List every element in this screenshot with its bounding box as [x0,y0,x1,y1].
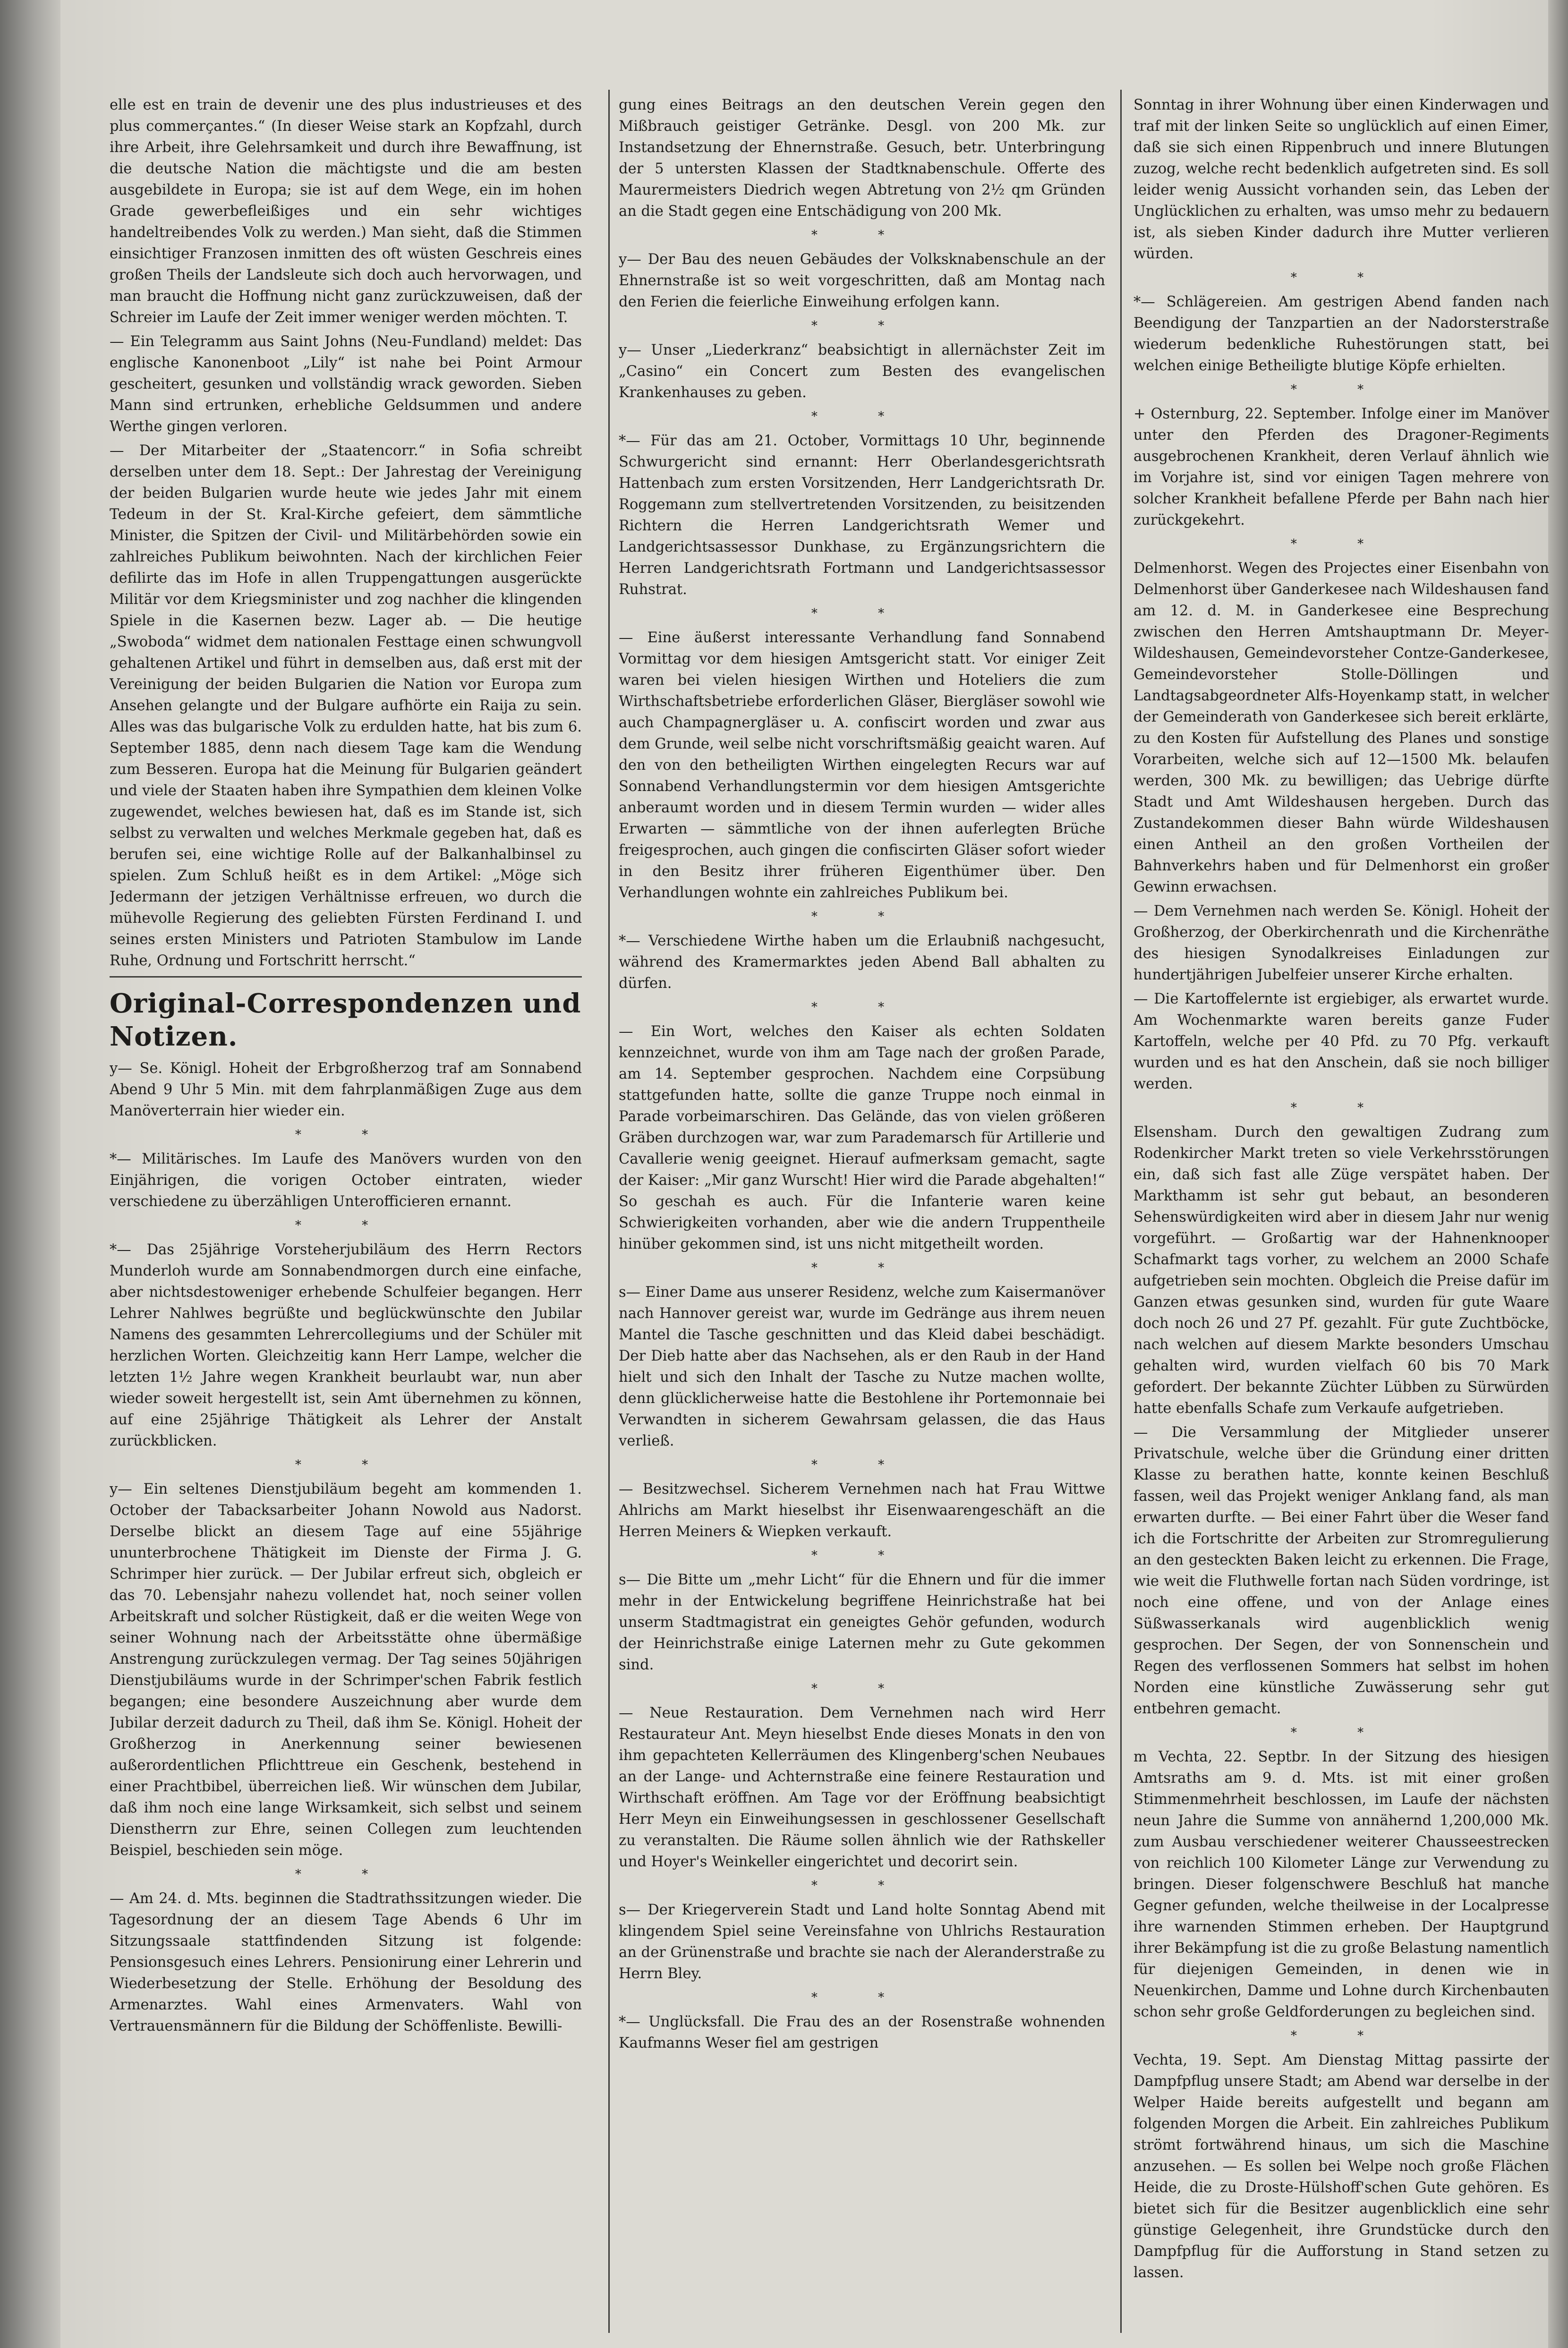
column-rule [1120,90,1122,2333]
paragraph: Sonntag in ihrer Wohnung über einen Kinderwagen und traf mit der linken Seite so unglücklich auf einen Eimer, daß sie sich einen Rippenbruch und innere Blutungen zuzog, welche recht bedenklich aufgetreten sind. Es soll leider wenig Aussicht vorhanden sein, das Leben der Unglücklichen zu erhalten, was umso mehr zu bedauern ist, als sieben Kinder dadurch ihre Mutter verlieren würden. [1133,97,1549,262]
separator-stars: * * [811,228,913,242]
column-3 [1133,94,1549,2328]
separator-stars: * * [1290,271,1392,285]
separator-stars: * * [1290,1726,1392,1740]
paragraph: — Die Versammlung der Mitglieder unserer Privatschule, welche über die Gründung einer dritten Klasse zu berathen hatte, konnte keinen Beschluß fassen, weil das Projekt weniger Anklang fand, als man erwarten durfte. — Bei einer Fahrt über die Weser fand ich die Fortschritte der Arbeiten zur Stromregulierung an den gesteckten Baken leicht zu erkennen. Die Frage, wie weit die Fluthwelle fortan nach Süden vordringe, ist noch eine offene, und von der Anlage eines Süßwasserkanals wird augenblicklich wenig gesprochen. Der Segen, der von Sonnenschein und Regen des verflossenen Sommers hat selbst im hohen Norden eine künstliche Zuwässerung sehr gut entbehren gemacht. [1133,1424,1549,1717]
paragraph: y— Unser „Liederkranz“ beabsichtigt in allernächster Zeit im „Casino“ ein Concert zum Besten des evangelischen Krankenhauses zu geben. [619,342,1105,401]
paragraph: y— Se. Königl. Hoheit der Erbgroßherzog traf am Sonnabend Abend 9 Uhr 5 Min. mit dem fahrplanmäßigen Zuge aus dem Manöverterrain hier wieder ein. [110,1060,582,1119]
paragraph: — Der Mitarbeiter der „Staatencorr.“ in Sofia schreibt derselben unter dem 18. Sept.: Der Jahrestag der Vereinigung der beiden Bulgarien wurde heute wie jedes Jahr mit einem Tedeum in der St. Kral-Kirche gefeiert, dem sämmtliche Minister, die Spitzen der Civil- und Militärbehörden sowie ein zahlreiches Publikum beiwohnten. Nach der kirchlichen Feier defilirte das im Hofe in allen Truppengattungen ausgerückte Militär vor dem Kriegsminister und zog nachher die klingenden Spiele in die Kasernen bezw. Lager ab. — Die heutige „Swoboda“ widmet dem nationalen Festtage einen schwungvoll gehaltenen Artikel und führt in demselben aus, daß erst mit der Vereinigung der beiden Bulgarien die Nation vor Europa zum Ansehen gelangte und der Bulgare aufhörte ein Raija zu sein. Alles was das bulgarische Volk zu erdulden hatte, hat bis zum 6. September 1885, denn nach diesem Tage kam die Wendung zum Besseren. Europa hat die Meinung für Bulgarien geändert und viele der Staaten haben ihre Sympathien dem kleinen Volke zugewendet, welches bewiesen hat, daß es im Stande ist, sich selbst zu verwalten und welches Merkmale gegeben hat, daß es berufen sei, eine wichtige Rolle auf der Balkanhalbinsel zu spielen. Zum Schluß heißt es in dem Artikel: „Möge sich Jedermann der jetzigen Verhältnisse erfreuen, wo durch die mühevolle Regierung des geliebten Fürsten Ferdinand I. und seines ersten Ministers und Patrioten Stambulow im Lande Ruhe, Ordnung und Fortschritt herrscht.“ [110,442,582,969]
column-2 [619,94,1105,2328]
separator-stars: * * [811,606,913,621]
paragraph: elle est en train de devenir une des plus industrieuses et des plus commerçantes.“ (In dieser Weise stark an Kopfzahl, durch ihre Arbeit, ihre Gelehrsamkeit und durch ihre Bewaffnung, ist die deutsche Nation die mächtigste und die am besten ausgebildete in Europa; sie ist auf dem Wege, ein im hohen Grade gewerbefleißiges und ein sehr wichtiges handeltreibendes Volk zu werden.) Man sieht, daß die Stimmen einsichtiger Franzosen inmitten des oft wüsten Geschreis eines großen Theils der Landsleute sich doch auch hervorwagen, und man braucht die Hoffnung nicht ganz zurückzuweisen, daß der Schreier im Laufe der Zeit immer weniger werden möchten. T. [110,97,582,326]
paragraph: — Besitzwechsel. Sicherem Vernehmen nach hat Frau Wittwe Ahlrichs am Markt hieselbst ihr Eisenwaarengeschäft an die Herren Meiners & Wiepken verkauft. [619,1481,1105,1540]
section-heading: Original-Correspondenzen und Notizen. [110,988,581,1052]
separator-stars: * * [295,1458,397,1472]
separator-stars: * * [811,319,913,333]
paragraph: *— Verschiedene Wirthe haben um die Erlaubniß nachgesucht, während des Kramermarktes jeden Abend Ball abhalten zu dürfen. [619,933,1105,992]
paragraph: m Vechta, 22. Septbr. In der Sitzung des hiesigen Amtsraths am 9. d. Mts. ist mit einer großen Stimmenmehrheit beschlossen, im Laufe der nächsten neun Jahre die Summe von annähernd 1,200,000 Mk. zum Ausbau verschiedener weiterer Chausseestrecken von reichlich 100 Kilometer Länge zur Verwendung zu bringen. Dieser folgenschwere Beschluß hat manche Gegner gefunden, welche theilweise in der Localpresse ihre warnenden Stimmen erheben. Der Hauptgrund ihrer Bekämpfung ist die zu große Belastung namentlich für diejenigen Gemeinden, in denen wie in Neuenkirchen, Damme und Lohne durch Kirchenbauten schon sehr große Geldforderungen zu begleichen sind. [1133,1749,1549,2020]
separator-stars: * * [295,1218,397,1233]
separator-stars: * * [295,1867,397,1881]
paragraph: *— Das 25jährige Vorsteherjubiläum des Herrn Rectors Munderloh wurde am Sonnabendmorgen durch eine einfache, aber nichtsdestoweniger erhebende Schulfeier begangen. Herr Lehrer Nahlwes begrüßte und beglückwünschte den Jubilar Namens des gesammten Lehrercollegiums und der Schüler mit herzlichen Worten. Gleichzeitig kann Herr Lampe, welcher die letzten 1½ Jahre wegen Krankheit beurlaubt war, nun aber wieder soweit hergestellt ist, sein Amt übernehmen zu können, auf eine 25jährige Thätigkeit als Lehrer der Anstalt zurückblicken. [110,1242,582,1449]
paragraph: + Osternburg, 22. September. Infolge einer im Manöver unter den Pferden des Dragoner-Regiments ausgebrochenen Krankheit, deren Verlauf ähnlich wie im Vorjahre ist, sind vor einigen Tagen mehrere von solcher Krankheit befallene Pferde per Bahn nach hier zurückgekehrt. [1133,406,1549,528]
paragraph: *— Schlägereien. Am gestrigen Abend fanden nach Beendigung der Tanzpartien an der Nadorsterstraße wiederum bedenkliche Ruhestörungen statt, bei welchen einige Betheiligte blutige Köpfe erhielten. [1133,294,1549,374]
paragraph: *— Für das am 21. October, Vormittags 10 Uhr, beginnende Schwurgericht sind ernannt: Herr Oberlandesgerichtsrath Hattenbach zum ersten Vorsitzenden, Herr Landgerichtsrath Dr. Roggemann zum stellvertretenden Vorsitzenden, zu beisitzenden Richtern die Herren Landgerichtsrath Wemer und Landgerichtsassessor Dunkhase, zu Ergänzungsrichtern die Herren Landgerichtsrath Fortmann und Landgerichtsassessor Ruhstrat. [619,433,1105,598]
page-edge [1548,0,1568,2348]
paragraph: s— Die Bitte um „mehr Licht“ für die Ehnern und für die immer mehr in der Entwickelung begriffene Heinrichstraße hat bei unserm Stadtmagistrat ein geneigtes Gehör gefunden, wodurch der Heinrichstraße einige Laternen mehr zu Gute gekommen sind. [619,1572,1105,1673]
separator-stars: * * [811,1261,913,1275]
book-binding [0,0,60,2348]
paragraph: Delmenhorst. Wegen des Projectes einer Eisenbahn von Delmenhorst über Ganderkesee nach Wildeshausen fand am 12. d. M. in Ganderkesee eine Besprechung zwischen den Herren Amtshauptmann Dr. Meyer-Wildeshausen, Gemeindevorsteher Contze-Ganderkesee, Gemeindevorsteher Stolle-Döllingen und Landtagsabgeordneter Alfs-Hoyenkamp statt, in welcher der Gemeinderath von Ganderkesee sich bereit erklärte, zu den Kosten für Aufstellung des Planes und sonstige Vorarbeiten, welche sich auf 12—1500 Mk. belaufen werden, 300 Mk. zu bewilligen; das Uebrige dürfte Stadt und Amt Wildeshausen hergeben. Durch das Zustandekommen dieser Bahn würde Wildeshausen einen Antheil an den großen Vortheilen der Bahnverkehrs haben und für Delmenhorst ein großer Gewinn erwachsen. [1133,560,1549,895]
paragraph: *— Unglücksfall. Die Frau des an der Rosenstraße wohnenden Kaufmanns Weser fiel am gestrigen [619,2014,1105,2051]
paragraph: — Ein Telegramm aus Saint Johns (Neu-Fundland) meldet: Das englische Kanonenboot „Lily“ ist nahe bei Point Armour gescheitert, gesunken und vollständig wrack geworden. Sieben Mann sind ertrunken, erhebliche Geldsummen und andere Werthe gingen verloren. [110,333,582,435]
separator-stars: * * [811,1991,913,2005]
paragraph: — Am 24. d. Mts. beginnen die Stadtrathssitzungen wieder. Die Tagesordnung der an diesem Tage Abends 6 Uhr im Sitzungssaale stattfindenden Sitzung ist folgende: Pensionsgesuch eines Lehrers. Pensionirung einer Lehrerin und Wiederbesetzung der Stelle. Erhöhung der Besoldung des Armenarztes. Wahl eines Armenvaters. Wahl von Vertrauensmännern für die Bildung der Schöffenliste. Bewilli- [110,1890,582,2034]
paragraph: gung eines Beitrags an den deutschen Verein gegen den Mißbrauch geistiger Getränke. Desgl. von 200 Mk. zur Instandsetzung der Ehnernstraße. Gesuch, betr. Unterbringung der 5 untersten Klassen der Stadtknabenschule. Offerte des Maurermeisters Diedrich wegen Abtretung von 2½ qm Gründen an die Stadt gegen eine Entschädigung von 200 Mk. [619,97,1105,220]
separator-stars: * * [811,1879,913,1893]
separator-stars: * * [811,1682,913,1696]
paragraph: — Die Kartoffelernte ist ergiebiger, als erwartet wurde. Am Wochenmarkte waren bereits ganze Fuder Kartoffeln, welche per 40 Pfd. zu 70 Pfg. verkauft wurden und es hat den Anschein, daß sie noch billiger werden. [1133,991,1549,1092]
column-1 [110,94,582,2328]
separator-stars: * * [295,1128,397,1142]
paragraph: s— Einer Dame aus unserer Residenz, welche zum Kaisermanöver nach Hannover gereist war, wurde im Gedränge aus ihrem neuen Mantel die Tasche geschnitten und das Kleid dabei beschädigt. Der Dieb hatte aber das Nachsehen, als er den Raub in der Hand hielt und sich den Inhalt der Tasche zu Nutze machen wollte, denn glücklicherweise hatte die Bestohlene ihr Portemonnaie bei Verwandten in sicherem Gewahrsam gelassen, die das Haus verließ. [619,1284,1105,1449]
paragraph: s— Der Kriegerverein Stadt und Land holte Sonntag Abend mit klingendem Spiel seine Vereinsfahne von Uhlrichs Restauration an der Grünenstraße und brachte sie nach der Aleranderstraße zu Herrn Bley. [619,1902,1105,1982]
paragraph: Vechta, 19. Sept. Am Dienstag Mittag passirte der Dampfpflug unsere Stadt; am Abend war derselbe in der Welper Haide bereits aufgestellt und begann am folgenden Morgen die Arbeit. Ein zahlreiches Publikum strömt fortwährend hinaus, um sich die Maschine anzusehen. — Es sollen bei Welpe noch große Flächen Heide, die zu Droste-Hülshoff'schen Gute gehören. Es bietet sich für die Besitzer augenblicklich eine sehr günstige Gelegenheit, ihre Grundstücke durch den Dampfpflug für die Aufforstung in Stand setzen zu lassen. [1133,2052,1549,2281]
paragraph: y— Ein seltenes Dienstjubiläum begeht am kommenden 1. October der Tabacksarbeiter Johann Nowold aus Nadorst. Derselbe blickt an diesem Tage auf eine 55jährige ununterbrochene Thätigkeit im Dienste der Firma J. G. Schrimper hier zurück. — Der Jubilar erfreut sich, obgleich er das 70. Lebensjahr nahezu vollendet hat, noch seiner vollen Arbeitskraft und solcher Rüstigkeit, daß er die weiten Wege von seiner Wohnung nach der Arbeitsstätte ohne übermäßige Anstrengung zurückzulegen vermag. Der Tag seines 50jährigen Dienstjubiläums wurde in der Schrimper'schen Fabrik festlich begangen; eine besondere Auszeichnung aber wurde dem Jubilar derzeit dadurch zu Theil, daß ihm Se. Königl. Hoheit der Großherzog in Anerkennung seiner bewiesenen außerordentlichen Pflichttreue ein Geschenk, bestehend in einer Prachtbibel, überreichen ließ. Wir wünschen dem Jubilar, daß ihm noch eine lange Wirksamkeit, sich selbst und seinem Dienstherrn zur Ehre, seinen Collegen zum leuchtenden Beispiel, beschieden sein möge. [110,1481,582,1859]
paragraph: *— Militärisches. Im Laufe des Manövers wurden von den Einjährigen, die vorigen October eintraten, wieder verschiedene zu überzähligen Unterofficieren ernannt. [110,1151,582,1210]
separator-stars: * * [1290,1101,1392,1115]
column-rule [608,90,610,2333]
separator-stars: * * [811,1458,913,1472]
paragraph: — Dem Vernehmen nach werden Se. Königl. Hoheit der Großherzog, der Oberkirchenrath und die Kirchenräthe des hiesigen Synodalkreises Einladungen zur hundertjährigen Jubelfeier unserer Kirche erhalten. [1133,903,1549,983]
separator-stars: * * [1290,537,1392,551]
section-divider [110,976,582,978]
separator-stars: * * [811,409,913,424]
paragraph: — Eine äußerst interessante Verhandlung fand Sonnabend Vormittag vor dem hiesigen Amtsgericht statt. Vor einiger Zeit waren bei vielen hiesigen Wirthen und Hoteliers die zum Wirthschaftsbetriebe erforderlichen Gläser, Biergläser sowohl wie auch Champagnergläser u. A. confiscirt worden und zwar aus dem Grunde, weil selbe nicht vorschriftsmäßig geaicht waren. Auf den von den betheiligten Wirthen eingelegten Recurs war auf Sonnabend Verhandlungstermin vor dem hiesigen Amtsgerichte anberaumt worden und in diesem Termin wurden — wider alles Erwarten — sämmtliche von der ihnen auferlegten Brüche freigesprochen, auch gingen die confiscirten Gläser sofort wieder in den Besitz ihrer früheren Eigenthümer über. Den Verhandlungen wohnte ein zahlreiches Publikum bei. [619,630,1105,901]
paragraph: Elsensham. Durch den gewaltigen Zudrang zum Rodenkircher Markt treten so viele Verkehrsstörungen ein, daß sich fast alle Züge verspätet haben. Der Markthamm ist sehr gut bebaut, an besonderen Sehenswürdigkeiten wird aber in diesem Jahr nur wenig vorgeführt. — Großartig war der Hahnenknooper Schafmarkt tags vorher, zu welchem an 2000 Schafe aufgetrieben sein mochten. Obgleich die Preise dafür im Ganzen etwas gesunken sind, wurden für gute Waare doch noch 26 und 27 Pf. gezahlt. Für gute Zuchtböcke, nach welchen auf diesem Markte besonders Umschau gehalten wird, wurden vielfach 60 bis 70 Mark gefordert. Der bekannte Züchter Lübben zu Sürwürden hatte ebenfalls Schafe zum Verkaufe aufgetrieben. [1133,1124,1549,1417]
paragraph: — Neue Restauration. Dem Vernehmen nach wird Herr Restaurateur Ant. Meyn hieselbst Ende dieses Monats in den von ihm gepachteten Kellerräumen des Klingenberg'schen Neubaues an der Lange- und Achternstraße eine feinere Restauration und Wirthschaft eröffnen. Am Tage vor der Eröffnung beabsichtigt Herr Meyn ein Einweihungsessen in geschlossener Gesellschaft zu veranstalten. Die Räume sollen ähnlich wie der Rathskeller und Hoyer's Weinkeller eingerichtet und decorirt sein. [619,1705,1105,1870]
separator-stars: * * [1290,383,1392,397]
paragraph: — Ein Wort, welches den Kaiser als echten Soldaten kennzeichnet, wurde von ihm am Tage nach der großen Parade, am 14. September gesprochen. Nachdem eine Corpsübung stattgefunden hatte, sollte die ganze Truppe noch einmal in Parade vorbeimarschiren. Das Gelände, das von vielen größeren Gräben durchzogen war, war zum Parademarsch für Artillerie und Cavallerie wenig geeignet. Hierauf aufmerksam gemacht, sagte der Kaiser: „Mir ganz Wurscht! Hier wird die Parade abgehalten!“ So geschah es auch. Für die Infanterie waren keine Schwierigkeiten vorhanden, aber wie die andern Truppentheile hinüber gekommen sind, ist uns nicht mitgetheilt worden. [619,1023,1105,1252]
separator-stars: * * [811,910,913,924]
paragraph: y— Der Bau des neuen Gebäudes der Volksknabenschule an der Ehnernstraße ist so weit vorgeschritten, daß am Montag nach den Ferien die feierliche Einweihung erfolgen kann. [619,251,1105,310]
separator-stars: * * [811,1548,913,1563]
separator-stars: * * [811,1000,913,1014]
separator-stars: * * [1290,2029,1392,2043]
